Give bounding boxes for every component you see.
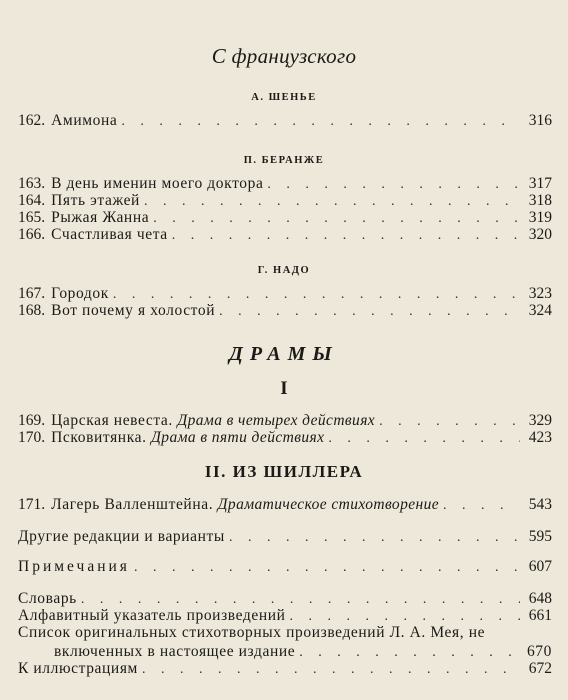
entry-title: Счастливая чета xyxy=(51,226,168,243)
entry-title: Другие редакции и варианты xyxy=(18,528,225,545)
entry-page: 661 xyxy=(528,607,552,624)
entry-page: 607 xyxy=(528,558,552,575)
leader-dots xyxy=(219,302,520,321)
entry-title: Амимона xyxy=(51,112,118,129)
toc-entry-171[interactable] xyxy=(18,495,552,515)
entry-title-main: Лагерь Валленштейна. xyxy=(51,496,214,513)
entry-title xyxy=(51,495,439,514)
entry-title: Алфавитный указатель произведений xyxy=(18,607,286,624)
entry-number: 168. xyxy=(18,302,46,319)
toc-entry-166[interactable] xyxy=(18,225,552,245)
toc-entry-illustrations[interactable] xyxy=(18,659,552,679)
leader-dots xyxy=(121,112,520,131)
author-beranger: П. БЕРАНЖЕ xyxy=(243,155,325,166)
toc-entry-168[interactable] xyxy=(18,301,552,321)
entry-number: 163. xyxy=(18,175,46,192)
entry-page: 595 xyxy=(528,528,552,545)
entry-subtitle: Драматическое стихотворение xyxy=(217,496,440,513)
entry-number: 166. xyxy=(18,226,46,243)
author-chenier: А. ШЕНЬЕ xyxy=(251,92,317,103)
entry-number: 165. xyxy=(18,209,46,226)
entry-page: 648 xyxy=(528,590,552,607)
part-two-heading: II. ИЗ ШИЛЛЕРА xyxy=(204,462,364,481)
entry-title: Пять этажей xyxy=(51,192,140,209)
toc-entry-notes[interactable] xyxy=(18,557,552,577)
entry-number: 167. xyxy=(18,285,46,302)
entry-number: 164. xyxy=(18,192,46,209)
entry-number: 170. xyxy=(18,429,46,446)
entry-title: К иллюстрациям xyxy=(18,660,138,677)
entry-page: 318 xyxy=(528,192,552,209)
entry-subtitle: Драма в пяти действиях xyxy=(151,429,325,446)
entry-title xyxy=(51,428,324,447)
leader-dots xyxy=(134,558,520,577)
entry-page: 319 xyxy=(528,209,552,226)
part-one-heading: I xyxy=(280,378,288,399)
toc-entry-162[interactable] xyxy=(18,111,552,131)
toc-entry-variants[interactable] xyxy=(18,527,552,547)
section-title-french: С французского xyxy=(211,44,357,68)
entry-title-line2: включенных в настоящее издание xyxy=(54,643,296,660)
entry-page: 316 xyxy=(528,112,552,129)
entry-page: 317 xyxy=(528,175,552,192)
entry-title: Примечания xyxy=(18,558,130,575)
entry-number: 169. xyxy=(18,412,46,429)
entry-page: 324 xyxy=(528,302,552,319)
entry-page: 423 xyxy=(528,429,552,446)
leader-dots xyxy=(172,226,520,245)
entry-page: 323 xyxy=(528,285,552,302)
entry-title: В день именин моего доктора xyxy=(51,175,264,192)
entry-title-line1: Список оригинальных стихотворных произведений Л. А. Мея, не xyxy=(18,624,486,641)
entry-title: Рыжая Жанна xyxy=(51,209,150,226)
entry-page: 672 xyxy=(528,660,552,677)
entry-subtitle: Драма в четырех действиях xyxy=(177,412,376,429)
leader-dots xyxy=(443,496,520,515)
leader-dots xyxy=(328,429,520,448)
entry-number: 171. xyxy=(18,496,46,513)
entry-page: 543 xyxy=(528,496,552,513)
leader-dots xyxy=(229,528,520,547)
section-title-dramas: ДРАМЫ xyxy=(229,343,339,365)
entry-page: 329 xyxy=(528,412,552,429)
toc-entry-original-list[interactable] xyxy=(18,623,552,662)
entry-title-main: Царская невеста. xyxy=(51,412,173,429)
leader-dots xyxy=(142,660,520,679)
toc-entry-170[interactable] xyxy=(18,428,552,448)
entry-title: Вот почему я холостой xyxy=(51,302,216,319)
entry-page: 670 xyxy=(526,643,552,660)
entry-number: 162. xyxy=(18,112,46,129)
entry-title: Словарь xyxy=(18,590,77,607)
entry-title: Городок xyxy=(51,285,109,302)
entry-title-main: Псковитянка. xyxy=(51,429,147,446)
entry-page: 320 xyxy=(528,226,552,243)
author-nadaud: Г. НАДО xyxy=(257,265,311,276)
